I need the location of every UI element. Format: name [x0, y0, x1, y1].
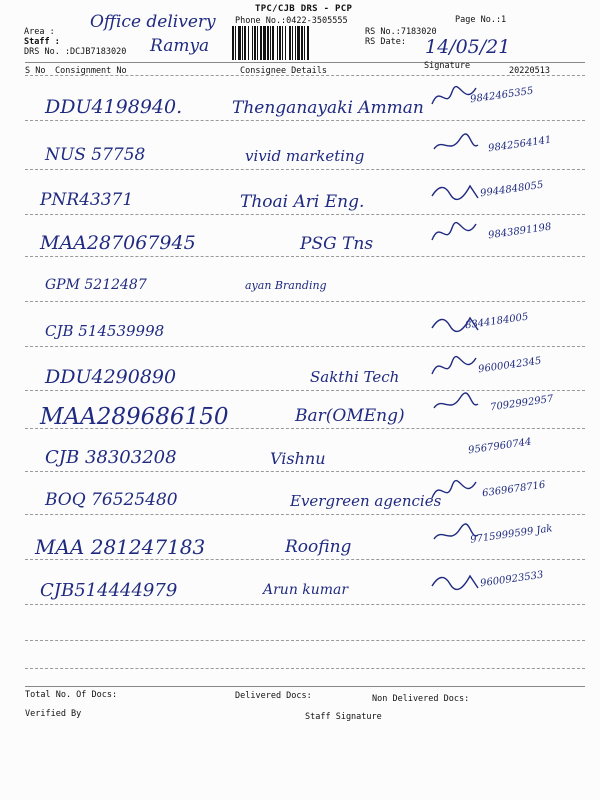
- row-rule: [25, 471, 585, 472]
- signature-scribble-icon: [430, 131, 480, 161]
- barcode-bar: [244, 26, 246, 60]
- row-rule: [25, 256, 585, 257]
- barcode-bar: [285, 26, 286, 60]
- staff-label: Staff :: [24, 37, 60, 47]
- barcode-bar: [277, 26, 278, 60]
- barcode-bar: [254, 26, 256, 60]
- signature-scribble-icon: [430, 476, 480, 506]
- barcode-bar: [297, 26, 300, 60]
- consignee-name: vivid marketing: [245, 147, 365, 165]
- consignee-name: Arun kumar: [263, 582, 349, 598]
- footer-rule: [25, 686, 585, 687]
- signature-phone: 9715999599 Jak: [469, 523, 554, 546]
- row-rule: [25, 514, 585, 515]
- rs-date-handwritten: 14/05/21: [425, 36, 511, 58]
- header-rule-top: [25, 62, 585, 63]
- consignee-name: Bar(OMEng): [295, 406, 405, 426]
- consignment-number: DDU4290890: [45, 366, 177, 388]
- page-number: Page No.:1: [455, 15, 507, 25]
- rs-number: RS No.:7183020: [365, 27, 437, 37]
- signature-phone: 9842564141: [487, 134, 553, 155]
- consignment-number: PNR43371: [40, 190, 134, 210]
- signature-phone: 9843891198: [487, 221, 553, 242]
- staff-handwritten: Ramya: [150, 36, 210, 56]
- row-rule: [25, 120, 585, 121]
- signature-scribble-icon: [430, 176, 480, 206]
- row-rule: [25, 390, 585, 391]
- drs-number: DRS No. :DCJB7183020: [24, 47, 127, 57]
- consignment-number: GPM 5212487: [45, 277, 147, 293]
- row-rule: [25, 169, 585, 170]
- barcode-bar: [242, 26, 243, 60]
- total-docs-label: Total No. Of Docs:: [25, 690, 118, 700]
- barcode-bar: [304, 26, 305, 60]
- barcode-bar: [270, 26, 271, 60]
- consignment-number: MAA289686150: [40, 404, 229, 430]
- barcode-bar: [289, 26, 291, 60]
- row-rule: [25, 604, 585, 605]
- signature-phone: 7092992957: [489, 393, 555, 414]
- barcode-bar: [257, 26, 258, 60]
- signature-phone: 9842465355: [469, 85, 535, 106]
- barcode-bar: [292, 26, 293, 60]
- barcode-bar: [295, 26, 296, 60]
- barcode: [232, 26, 355, 60]
- signature-scribble-icon: [430, 218, 480, 248]
- signature-phone: 8344184005: [464, 311, 530, 332]
- row-rule: [25, 559, 585, 560]
- signature-phone: 9944848055: [479, 179, 545, 200]
- signature-scribble-icon: [430, 352, 480, 382]
- col-signature: Signature: [424, 61, 471, 71]
- row-rule: [25, 640, 585, 641]
- barcode-bar: [248, 26, 249, 60]
- signature-phone: 9600042345: [477, 355, 543, 376]
- row-rule: [25, 301, 585, 302]
- row-rule: [25, 428, 585, 429]
- barcode-bar: [238, 26, 241, 60]
- stamp-date: 20220513: [509, 66, 550, 76]
- consignment-number: CJB514444979: [40, 580, 178, 601]
- barcode-bar: [263, 26, 266, 60]
- area-handwritten: Office delivery: [90, 12, 216, 32]
- barcode-bar: [260, 26, 262, 60]
- barcode-bar: [307, 26, 309, 60]
- barcode-bar: [279, 26, 281, 60]
- consignee-name: Evergreen agencies: [290, 492, 442, 510]
- barcode-bar: [272, 26, 274, 60]
- consignee-name: ayan Branding: [245, 279, 327, 292]
- row-rule: [25, 668, 585, 669]
- consignee-name: Sakthi Tech: [310, 368, 400, 386]
- signature-scribble-icon: [430, 521, 480, 551]
- consignment-number: BOQ 76525480: [45, 490, 178, 510]
- consignee-name: Roofing: [285, 537, 352, 557]
- barcode-bar: [235, 26, 236, 60]
- col-consignment: Consignment No: [55, 66, 127, 76]
- consignment-number: MAA 281247183: [35, 535, 206, 559]
- col-sno: S No: [25, 66, 46, 76]
- area-label: Area :: [24, 27, 55, 37]
- barcode-bar: [232, 26, 234, 60]
- signature-phone: 6369678716: [481, 479, 547, 500]
- barcode-bar: [301, 26, 303, 60]
- consignment-number: DDU4198940.: [45, 96, 183, 118]
- col-consignee: Consignee Details: [240, 66, 327, 76]
- consignee-name: Thenganayaki Amman: [232, 98, 424, 118]
- verified-by-label: Verified By: [25, 709, 82, 719]
- row-rule: [25, 214, 585, 215]
- consignment-number: MAA287067945: [40, 232, 196, 254]
- consignment-number: CJB 38303208: [45, 447, 177, 468]
- signature-phone: 9600923533: [479, 569, 545, 590]
- phone-number: Phone No.:0422-3505555: [235, 16, 348, 26]
- sheet-title: TPC/CJB DRS - PCP: [255, 4, 353, 14]
- signature-scribble-icon: [430, 390, 480, 420]
- row-rule: [25, 346, 585, 347]
- staff-signature-label: Staff Signature: [305, 712, 382, 722]
- signature-scribble-icon: [430, 82, 480, 112]
- barcode-bar: [282, 26, 283, 60]
- signature-scribble-icon: [430, 566, 480, 596]
- consignee-name: Vishnu: [270, 449, 326, 468]
- signature-phone: 9567960744: [467, 436, 533, 457]
- non-delivered-docs-label: Non Delivered Docs:: [372, 694, 470, 704]
- signature-scribble-icon: [430, 308, 480, 338]
- consignment-number: NUS 57758: [45, 145, 146, 165]
- consignment-number: CJB 514539998: [45, 322, 165, 340]
- header-rule-bottom: [25, 75, 585, 76]
- barcode-bar: [267, 26, 269, 60]
- barcode-bar: [252, 26, 253, 60]
- consignee-name: PSG Tns: [300, 234, 374, 254]
- rs-date-label: RS Date:: [365, 37, 406, 47]
- consignee-name: Thoai Ari Eng.: [240, 192, 365, 212]
- delivered-docs-label: Delivered Docs:: [235, 691, 312, 701]
